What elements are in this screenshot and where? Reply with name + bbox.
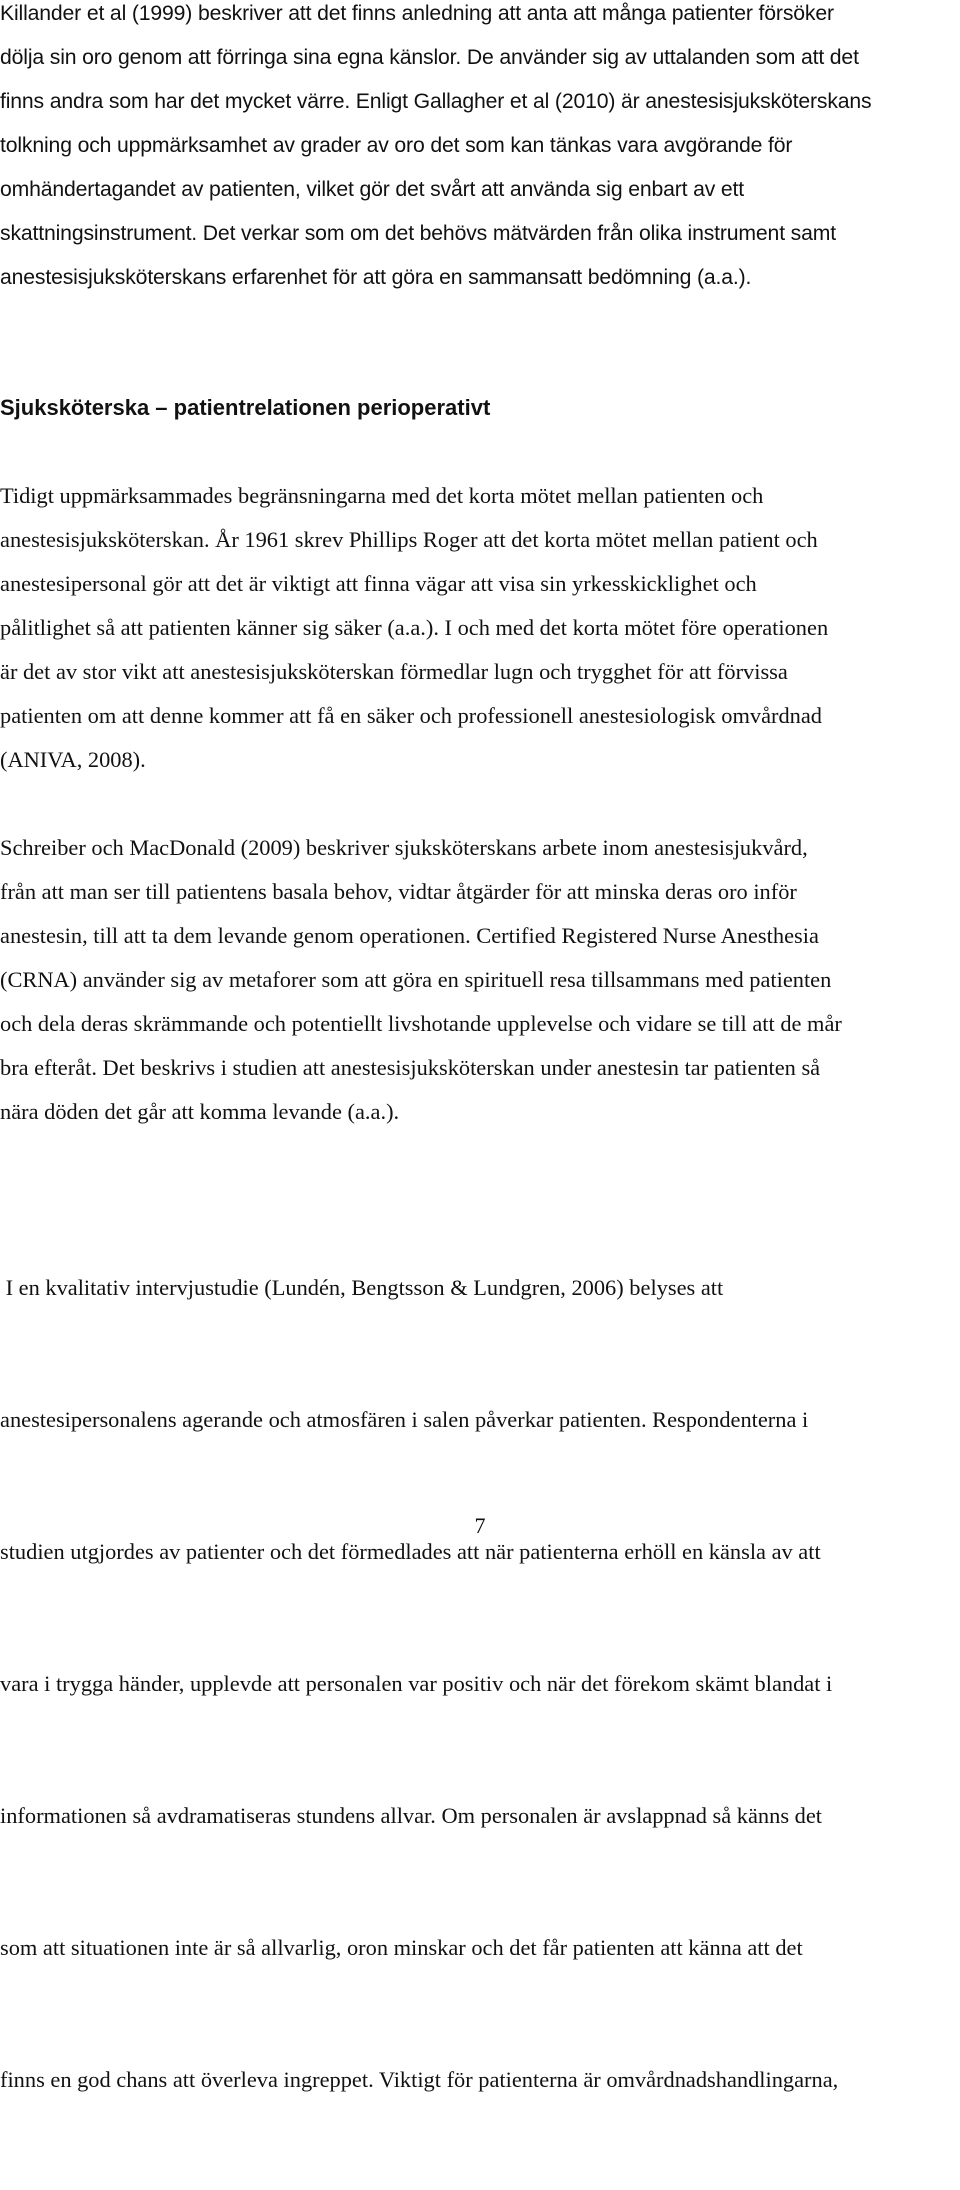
paragraph-early-recognition — [0, 474, 960, 782]
text-line: skattningsinstrument. Det verkar som om det behövs mätvärden från olika instrument samt — [0, 222, 836, 245]
text-line: anestesin, till att ta dem levande genom operationen. Certified Registered Nurse Anesthesia — [0, 923, 819, 948]
text-line: tolkning och uppmärksamhet av grader av oro det som kan tänkas vara avgörande för — [0, 134, 793, 157]
paragraph-intro — [0, 0, 960, 300]
text-line: pålitlighet så att patienten känner sig säker (a.a.). I och med det korta mötet före operationen — [0, 615, 829, 640]
text-line: och dela deras skrämmande och potentiellt livshotande upplevelse och vidare se till att de mår — [0, 1011, 842, 1036]
section-heading: Sjuksköterska – patientrelationen perioperativt — [0, 395, 491, 420]
text-line: finns en god chans att överleva ingreppet. Viktigt för patienterna är omvårdnadshandlingarna, — [0, 2067, 839, 2092]
paragraph-schreiber — [0, 826, 960, 1134]
text-line: (CRNA) använder sig av metaforer som att göra en spirituell resa tillsammans med patienten — [0, 967, 832, 992]
text-line: patienten om att denne kommer att få en säker och professionell anestesiologisk omvårdnad — [0, 703, 822, 728]
text-line: anestesisjuksköterskan. År 1961 skrev Phillips Roger att det korta mötet mellan patient och — [0, 527, 818, 552]
text-line: vara i trygga händer, upplevde att personalen var positiv och när det förekom skämt blandat i — [0, 1671, 833, 1696]
text-line: Schreiber och MacDonald (2009) beskriver sjuksköterskans arbete inom anestesisjukvård, — [0, 835, 808, 860]
text-line: anestesisjuksköterskans erfarenhet för att göra en sammansatt bedömning (a.a.). — [0, 266, 752, 289]
text-line: informationen så avdramatiseras stundens allvar. Om personalen är avslappnad så känns det — [0, 1803, 822, 1828]
text-line: I en kvalitativ intervjustudie (Lundén, Bengtsson & Lundgren, 2006) belyses att — [0, 1275, 724, 1300]
text-line: anestesipersonalens agerande och atmosfären i salen påverkar patienten. Respondenterna i — [0, 1407, 809, 1432]
paragraph-lunden — [0, 1178, 960, 2190]
text-line: nära döden det går att komma levande (a.a.). — [0, 1099, 400, 1124]
text-line: från att man ser till patientens basala behov, vidtar åtgärder för att minska deras oro inför — [0, 879, 797, 904]
text-line: Tidigt uppmärksammades begränsningarna med det korta mötet mellan patienten och — [0, 483, 764, 508]
text-line: Killander et al (1999) beskriver att det finns anledning att anta att många patienter försöker — [0, 2, 834, 25]
page-number: 7 — [474, 1513, 486, 1538]
text-line: dölja sin oro genom att förringa sina egna känslor. De använder sig av uttalanden som att det — [0, 46, 859, 69]
text-line: bra efteråt. Det beskrivs i studien att anestesisjuksköterskan under anestesin tar patienten så — [0, 1055, 821, 1080]
text-line: studien utgjordes av patienter och det förmedlades att när patienterna erhöll en känsla av att — [0, 1539, 821, 1564]
text-line: är det av stor vikt att anestesisjuksköterskan förmedlar lugn och trygghet för att förvissa — [0, 659, 788, 684]
text-line: finns andra som har det mycket värre. Enligt Gallagher et al (2010) är anestesisjuksköterskans — [0, 90, 872, 113]
text-line: omhändertagandet av patienten, vilket gör det svårt att använda sig enbart av ett — [0, 178, 745, 201]
text-line: anestesipersonal gör att det är viktigt att finna vägar att visa sin yrkesskicklighet och — [0, 571, 757, 596]
text-line: som att situationen inte är så allvarlig, oron minskar och det får patienten att känna att det — [0, 1935, 803, 1960]
text-line: (ANIVA, 2008). — [0, 747, 146, 772]
